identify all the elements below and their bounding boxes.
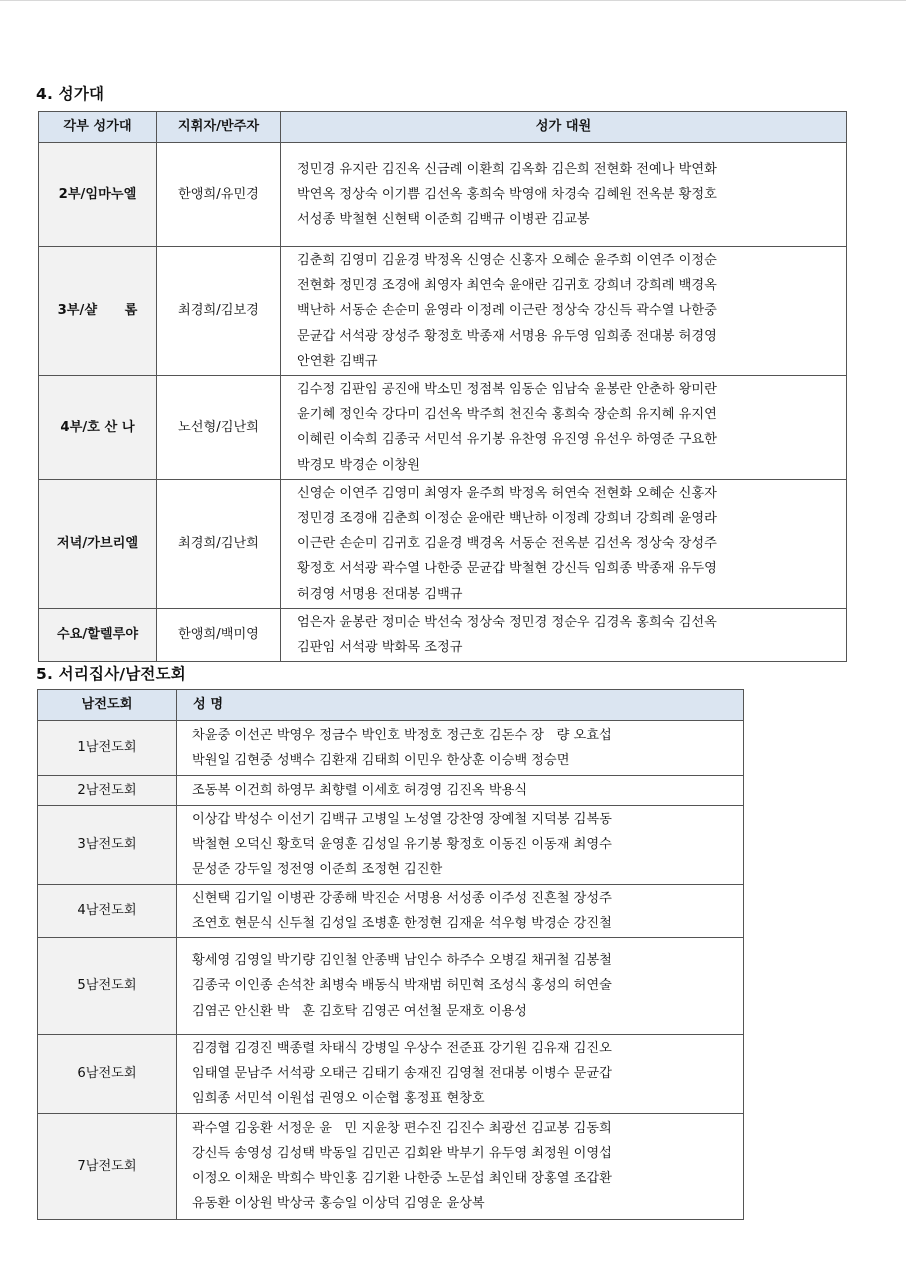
choir-row bbox=[39, 608, 847, 661]
member-line: 김수정 김판임 공진애 박소민 정점복 임동순 임남숙 윤봉란 안춘하 왕미란 bbox=[297, 382, 717, 398]
mens-group-row bbox=[38, 938, 744, 1035]
mens-group-table-header bbox=[38, 690, 744, 721]
member-line: 김경협 김경진 백종렬 차태식 강병일 우상수 전준표 강기원 김유재 김진오 bbox=[192, 1041, 612, 1057]
member-line: 정민경 조경애 김춘희 이정순 윤애란 백난하 이정례 강희녀 강희례 윤영라 bbox=[297, 511, 717, 527]
choir-members bbox=[281, 247, 847, 376]
choir-table bbox=[38, 111, 847, 662]
member-line: 김종국 이인종 손석찬 최병숙 배동식 박재범 허민혁 조성식 홍성의 허연술 bbox=[192, 978, 612, 994]
header-leader: 지휘자/반주자 bbox=[157, 112, 281, 143]
choir-members bbox=[281, 479, 847, 608]
mens-group-table bbox=[37, 689, 744, 1220]
choir-members bbox=[281, 143, 847, 247]
group-members bbox=[177, 938, 744, 1035]
member-line: 윤기혜 정인숙 강다미 김선옥 박주희 천진숙 홍희숙 장순희 유지혜 유지연 bbox=[297, 407, 717, 423]
member-line: 문균갑 서석광 장성주 황정호 박종재 서명용 유두영 임희종 전대봉 허경영 bbox=[297, 328, 717, 344]
member-line: 황세영 김영일 박기량 김인철 안종백 남인수 하주수 오병길 채귀철 김봉철 bbox=[192, 953, 612, 969]
group-name: 2남전도회 bbox=[38, 776, 177, 806]
choir-name: 수요/할렐루야 bbox=[39, 608, 157, 661]
member-line: 문성준 강두일 정전영 이준희 조정현 김진한 bbox=[192, 862, 443, 878]
mens-group-row bbox=[38, 721, 744, 776]
member-line: 이상갑 박성수 이선기 김백규 고병일 노성열 강찬영 장예철 지덕봉 김복동 bbox=[192, 812, 612, 827]
group-name: 5남전도회 bbox=[38, 938, 177, 1035]
member-line: 정민경 유지란 김진옥 신금례 이환희 김옥화 김은희 전현화 전예나 박연화 bbox=[297, 161, 717, 177]
member-line: 박철현 오덕신 황호덕 윤영훈 김성일 유기봉 황정호 이동진 이동재 최영수 bbox=[192, 837, 612, 853]
choir-name: 3부/샬 롬 bbox=[39, 247, 157, 376]
member-line: 차윤중 이선곤 박영우 정금수 박인호 박정호 정근호 김돈수 장 량 오효섭 bbox=[192, 727, 612, 743]
mens-group-row bbox=[38, 884, 744, 937]
group-name: 6남전도회 bbox=[38, 1035, 177, 1114]
choir-row bbox=[39, 376, 847, 480]
choir-table-header bbox=[39, 112, 847, 143]
member-line: 안연환 김백규 bbox=[297, 353, 378, 369]
group-name: 3남전도회 bbox=[38, 806, 177, 885]
header-choir: 각부 성가대 bbox=[39, 112, 157, 143]
group-name: 7남전도회 bbox=[38, 1113, 177, 1219]
group-members bbox=[177, 1113, 744, 1219]
conductor-accompanist: 최경희/김보경 bbox=[157, 247, 281, 376]
member-line: 허경영 서명용 전대봉 김백규 bbox=[297, 586, 463, 602]
member-line: 유동환 이상원 박상국 홍승일 이상덕 김영운 윤상복 bbox=[192, 1196, 485, 1212]
member-line: 곽수열 김웅환 서정운 윤 민 지윤창 편수진 김진수 최광선 김교봉 김동희 bbox=[192, 1120, 612, 1136]
member-line: 신영순 이연주 김영미 최영자 윤주희 박정옥 허연숙 전현화 오혜순 신홍자 bbox=[297, 485, 717, 501]
mens-group-row bbox=[38, 1035, 744, 1114]
choir-row bbox=[39, 247, 847, 376]
mens-group-row bbox=[38, 806, 744, 885]
member-line: 이혜린 이숙희 김종국 서민석 유기봉 유찬영 유진영 유선우 하영준 구요한 bbox=[297, 432, 717, 448]
member-line: 임희종 서민석 이원섭 권영오 이순협 홍정표 현창호 bbox=[192, 1091, 485, 1107]
member-line: 이정오 이채운 박희수 박인홍 김기환 나한중 노문섭 최인태 장홍열 조갑환 bbox=[192, 1171, 612, 1187]
section-5-title: 5. 서리집사/남전도회 bbox=[36, 665, 186, 683]
header-group: 남전도회 bbox=[38, 690, 177, 721]
member-line: 박원일 김현중 성백수 김환재 김태희 이민우 한상훈 이승백 정승면 bbox=[192, 753, 570, 768]
member-line: 백난하 서동순 손순미 윤영라 이정례 이근란 정상숙 강신득 곽수열 나한중 bbox=[297, 303, 717, 319]
member-line: 황정호 서석광 곽수열 나한중 문균갑 박철현 강신득 임희종 박종재 유두영 bbox=[297, 561, 717, 577]
group-members bbox=[177, 806, 744, 885]
member-line: 김판임 서석광 박화목 조정규 bbox=[297, 640, 463, 656]
member-line: 조연호 현문식 신두철 김성일 조병훈 한정현 김재윤 석우형 박경순 강진철 bbox=[192, 915, 612, 931]
conductor-accompanist: 한앵희/유민경 bbox=[157, 143, 281, 247]
mens-group-row bbox=[38, 776, 744, 806]
group-members bbox=[177, 884, 744, 937]
member-line: 서성종 박철현 신현택 이준희 김백규 이병관 김교봉 bbox=[297, 212, 590, 228]
group-members bbox=[177, 1035, 744, 1114]
member-line: 김염곤 안신환 박 훈 김호탁 김영곤 여선철 문재호 이용성 bbox=[192, 1003, 527, 1019]
member-line: 이근란 손순미 김귀호 김윤경 백경옥 서동순 전옥분 김선옥 정상숙 장성주 bbox=[297, 536, 717, 552]
group-members bbox=[177, 776, 744, 806]
member-line: 박경모 박경순 이창원 bbox=[297, 457, 421, 473]
choir-name: 저녁/가브리엘 bbox=[39, 479, 157, 608]
member-line: 임태열 문남주 서석광 오태근 김태기 송재진 김영철 전대봉 이병수 문균갑 bbox=[192, 1066, 612, 1082]
choir-name: 2부/임마누엘 bbox=[39, 143, 157, 247]
choir-members bbox=[281, 608, 847, 661]
member-line: 신현택 김기일 이병관 강종해 박진순 서명용 서성종 이주성 진흔철 장성주 bbox=[192, 890, 612, 906]
group-name: 4남전도회 bbox=[38, 884, 177, 937]
choir-row bbox=[39, 479, 847, 608]
choir-row bbox=[39, 143, 847, 247]
header-members: 성가 대원 bbox=[281, 112, 847, 143]
header-names: 성 명 bbox=[177, 690, 744, 721]
member-line: 김춘희 김영미 김윤경 박정옥 신영순 신홍자 오혜순 윤주희 이연주 이정순 bbox=[297, 253, 717, 268]
conductor-accompanist: 한앵희/백미영 bbox=[157, 608, 281, 661]
group-members bbox=[177, 721, 744, 776]
choir-name: 4부/호 산 나 bbox=[39, 376, 157, 480]
section-4-title: 4. 성가대 bbox=[36, 85, 105, 103]
top-rule bbox=[0, 0, 906, 1]
conductor-accompanist: 최경희/김난희 bbox=[157, 479, 281, 608]
conductor-accompanist: 노선형/김난희 bbox=[157, 376, 281, 480]
member-line: 전현화 정민경 조경애 최영자 최연숙 윤애란 김귀호 강희녀 강희례 백경옥 bbox=[297, 278, 717, 294]
choir-members bbox=[281, 376, 847, 480]
member-line: 조동복 이건희 하영무 최향렬 이세호 허경영 김진옥 박용식 bbox=[192, 782, 528, 798]
mens-group-row bbox=[38, 1113, 744, 1219]
member-line: 박연옥 정상숙 이기쁨 김선옥 홍희숙 박영애 차경숙 김혜원 전옥분 황정호 bbox=[297, 186, 717, 202]
member-line: 강신득 송영성 김성택 박동일 김민곤 김회완 박부기 유두영 최정원 이영섭 bbox=[192, 1145, 612, 1161]
member-line: 엄은자 윤봉란 정미순 박선숙 정상숙 정민경 정순우 김경옥 홍희숙 김선옥 bbox=[297, 614, 717, 630]
group-name: 1남전도회 bbox=[38, 721, 177, 776]
